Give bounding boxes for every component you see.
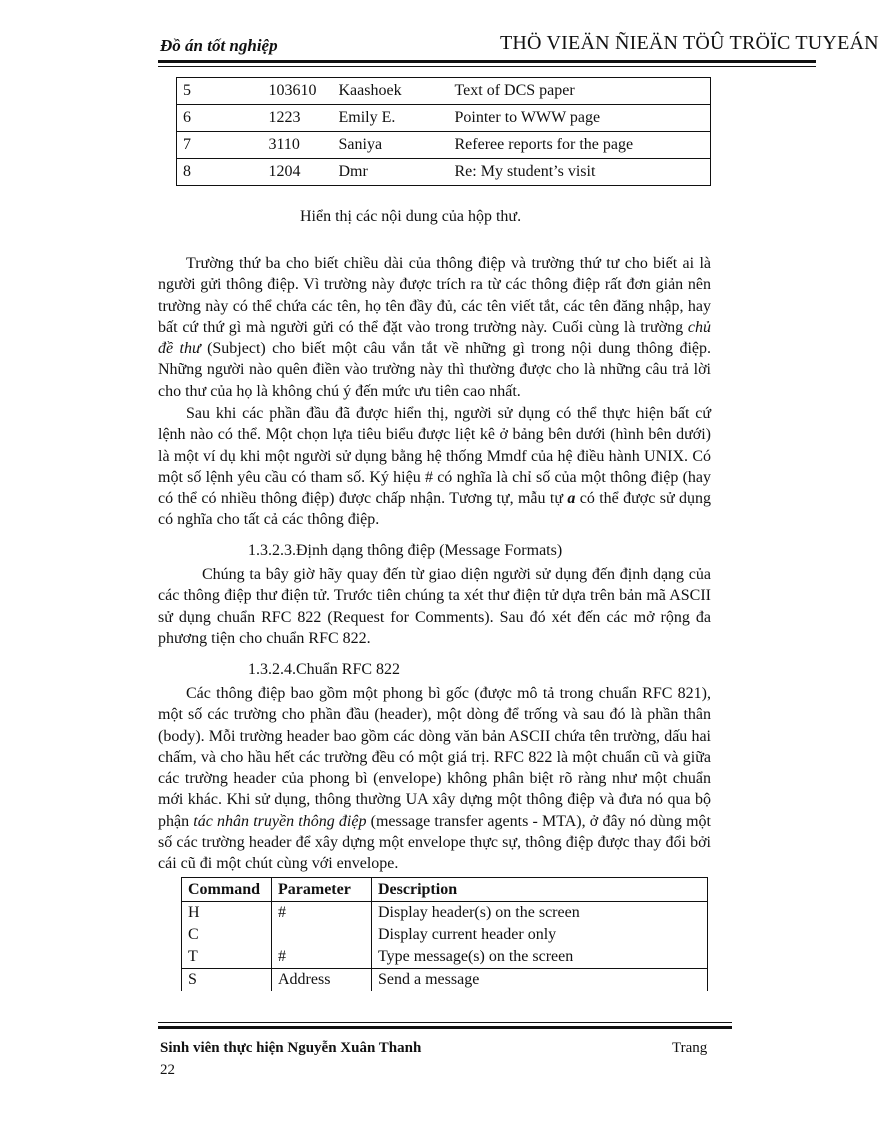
description-cell: Display header(s) on the screen: [372, 902, 708, 925]
emphasis-bold: a: [567, 490, 576, 508]
footer-rule-thin: [158, 1022, 732, 1023]
text: (Subject) cho biết một câu vắn tắt về những gì trong nội dung thông điệp. Những người nào quên điền vào trường này thì thường được cho là những câu trả lời cho thư của họ là không chú ý đến mức ưu tiên cao nhất.: [158, 340, 711, 400]
header-rule-thin: [158, 66, 816, 67]
text: Sau khi các phần đầu đã được hiển thị, người sử dụng có thể thực hiện bất cứ lệnh nào có thể. Một chọn lựa tiêu biểu được liệt kê ở bảng bên dưới (hình bên dưới) là một ví dụ khi một người sử dụng bằng hệ thống Mmdf của hệ điều hành UNIX. Có một số lệnh yêu cầu có tham số. Ký hiệu # có nghĩa là chỉ số của một thông điệp (hay có thể có nhiều thông điệp) được chấp nhận. Tương tự, mẫu tự: [158, 405, 711, 508]
command-cell: T: [182, 946, 272, 969]
message-number: 5: [183, 82, 191, 99]
text: Các thông điệp bao gồm một phong bì gốc (được mô tả trong chuẩn RFC 821), một số các trường cho phần đầu (header), một dòng để trống và sau đó là phần thân (body). Mỗi trường header bao gồm các dòng văn bản ASCII chứa tên trường, dấu hai chấm, và cho hầu hết các trường đều có một giá trị. RFC 822 là một chuẩn cũ và giữa các trường header của phong bì (envelope) không phân biệt rõ ràng như một chuẩn mới khác. Khi sử dụng, thông thường UA xây dựng một thông điệp và đưa nó qua bộ phận: [158, 685, 711, 830]
description-cell: Type message(s) on the screen: [372, 946, 708, 969]
message-sender: Saniya: [333, 132, 449, 159]
emphasis: chủ đề thư: [158, 318, 711, 358]
paragraph-rfc822: [158, 683, 711, 875]
paragraph-message-formats: [158, 564, 711, 649]
message-size: 1204: [263, 159, 333, 186]
parameter-cell: #: [272, 902, 372, 925]
column-header: Parameter: [272, 878, 372, 902]
column-header: Command: [182, 878, 272, 902]
message-subject: Re: My student’s visit: [449, 159, 711, 186]
column-header: Description: [372, 878, 708, 902]
message-subject: Pointer to WWW page: [449, 105, 711, 132]
footer-page-number: 22: [160, 1062, 175, 1078]
footer-page-label: Trang: [672, 1040, 708, 1056]
message-number: 7: [177, 132, 263, 159]
command-cell: H: [182, 902, 272, 925]
command-cell: C: [182, 924, 272, 946]
text: Trường thứ ba cho biết chiều dài của thông điệp và trường thứ tư cho biết ai là người gửi thông điệp. Vì trường này được trích ra từ các thông điệp rất đơn giản nên trường này có thể chứa các tên, họ tên đầy đủ, các tên viết tắt, các tên đăng nhập, hay bất cứ thứ gì mà người gửi có thể đặt vào trong trường này. Cuối cùng là trường: [158, 255, 711, 336]
table-header-row: [182, 878, 708, 902]
message-sender: Kaashoek: [338, 82, 402, 99]
message-sender: Emily E.: [333, 105, 449, 132]
table-row: [182, 969, 708, 992]
message-size: 3110: [263, 132, 333, 159]
emphasis: tác nhân truyền thông điệp: [193, 812, 367, 830]
message-subject: Text of DCS paper: [454, 82, 575, 99]
message-number: 8: [177, 159, 263, 186]
message-size: 103610: [268, 82, 317, 99]
paragraph-commands: [158, 403, 711, 531]
text: Chúng ta bây giờ hãy quay đến từ giao diện người sử dụng đến định dạng của các thông điệp thư điện tử. Trước tiên chúng ta xét thư điện tử dựa trên bản mã ASCII sử dụng chuẩn RFC 822 (Request for Comments). Sau đó xét đến các mở rộng đa phương tiện cho chuẩn RFC 822.: [158, 566, 711, 647]
table-row: [177, 132, 711, 159]
footer-rule: [158, 1026, 732, 1029]
text: (message transfer agents - MTA), ở đây nó dùng một số các trường header để xây dựng một envelope thực sự, thông điệp được thay đổi bởi cái cũ đi một chút cùng với envelope.: [158, 812, 711, 873]
message-number: 6: [177, 105, 263, 132]
table-row: [182, 924, 708, 946]
message-sender: Dmr: [333, 159, 449, 186]
table-row: [182, 902, 708, 925]
section-heading-message-formats: 1.3.2.3.Định dạng thông điệp (Message Formats): [248, 542, 563, 559]
message-size: 1223: [263, 105, 333, 132]
table-row: [182, 946, 708, 969]
command-cell: S: [182, 969, 272, 992]
table-row: [177, 159, 711, 186]
header-library-name: THÖ VIEÄN ÑIEÄN TÖÛ TRÖÏC TUYEÁN: [500, 32, 879, 54]
table-row: [177, 78, 711, 105]
description-cell: Display current header only: [372, 924, 708, 946]
command-table: [181, 877, 708, 991]
table-row: [177, 105, 711, 132]
header-title: Đồ án tốt nghiệp: [160, 36, 278, 55]
inbox-table: [176, 77, 711, 186]
footer-author: Sinh viên thực hiện Nguyễn Xuân Thanh: [160, 1040, 422, 1056]
description-cell: Send a message: [372, 969, 708, 992]
table-caption: Hiển thị các nội dung của hộp thư.: [300, 208, 522, 225]
parameter-cell: #: [272, 946, 372, 969]
section-heading-rfc822: 1.3.2.4.Chuẩn RFC 822: [248, 661, 401, 678]
parameter-cell: [272, 924, 372, 946]
header-rule: [158, 60, 816, 63]
parameter-cell: Address: [272, 969, 372, 992]
text: có thể được sử dụng có nghĩa cho tất cả các thông điệp.: [158, 490, 712, 529]
message-subject: Referee reports for the page: [449, 132, 711, 159]
paragraph-sender-subject: [158, 253, 711, 402]
